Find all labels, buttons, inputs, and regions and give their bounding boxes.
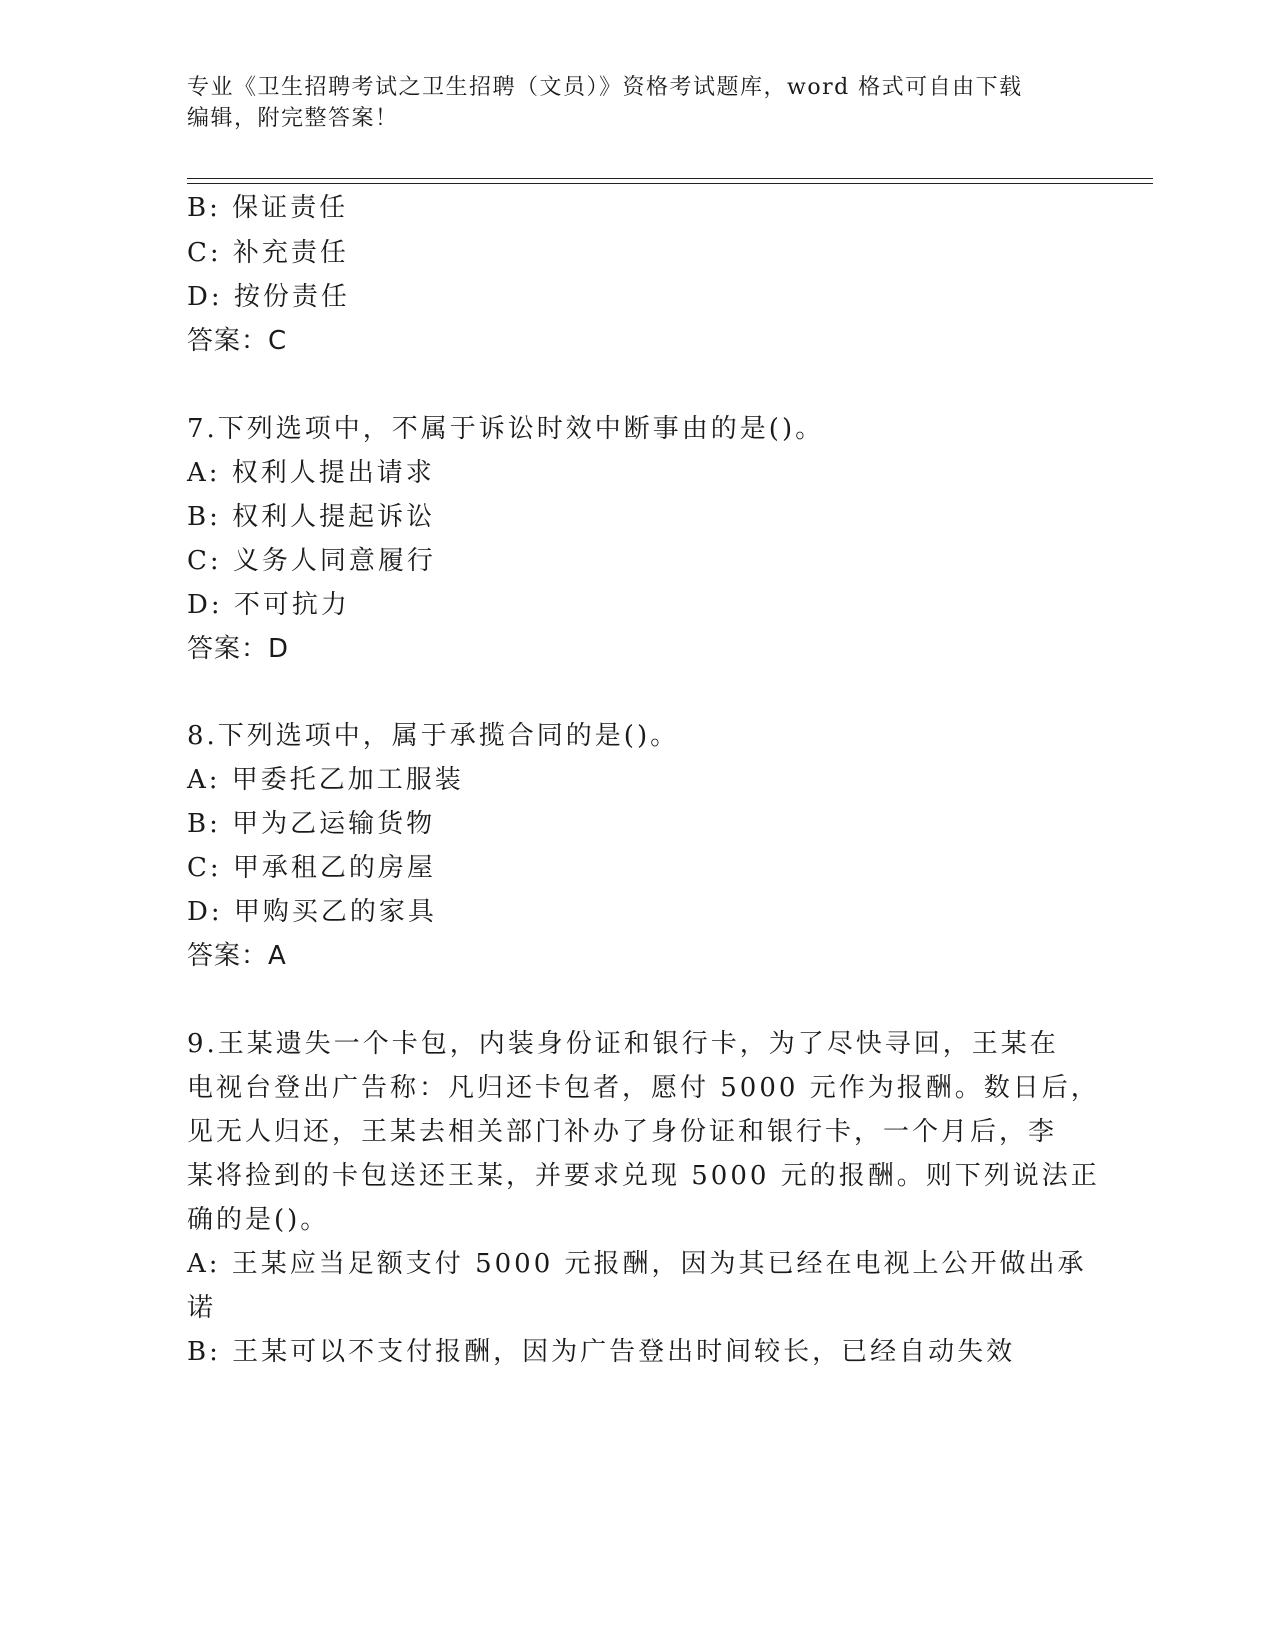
document-header bbox=[187, 72, 1067, 134]
q7-option-c: C: 义务人同意履行 bbox=[187, 546, 436, 576]
q6-option-b: B: 保证责任 bbox=[187, 193, 349, 223]
q9-question-line-5: 确的是()。 bbox=[187, 1205, 330, 1235]
q9-question-line-4: 某将捡到的卡包送还王某，并要求兑现 5000 元的报酬。则下列说法正 bbox=[187, 1161, 1100, 1191]
q8-option-b: B: 甲为乙运输货物 bbox=[187, 809, 436, 839]
q7-answer: 答案：D bbox=[187, 634, 290, 664]
q9-option-a-line-1: A: 王某应当足额支付 5000 元报酬，因为其已经在电视上公开做出承 bbox=[187, 1249, 1087, 1279]
header-line-2: 编辑，附完整答案！ bbox=[187, 106, 399, 131]
q6-answer: 答案：C bbox=[187, 326, 288, 356]
q8-answer: 答案：A bbox=[187, 941, 287, 971]
q7-option-d: D: 不可抗力 bbox=[187, 590, 350, 620]
q9-option-b: B: 王某可以不支付报酬，因为广告登出时间较长，已经自动失效 bbox=[187, 1337, 1016, 1367]
q8-option-c: C: 甲承租乙的房屋 bbox=[187, 853, 436, 883]
header-line-1: 专业《卫生招聘考试之卫生招聘（文员）》资格考试题库，word 格式可自由下载 bbox=[187, 75, 1023, 100]
q9-question-line-2: 电视台登出广告称：凡归还卡包者，愿付 5000 元作为报酬。数日后， bbox=[187, 1073, 1100, 1103]
q7-option-a: A: 权利人提出请求 bbox=[187, 458, 435, 488]
q8-option-a: A: 甲委托乙加工服装 bbox=[187, 765, 464, 795]
q6-option-d: D: 按份责任 bbox=[187, 282, 350, 312]
q8-question: 8.下列选项中，属于承揽合同的是()。 bbox=[187, 721, 680, 751]
q8-option-d: D: 甲购买乙的家具 bbox=[187, 897, 437, 927]
q9-question-line-3: 见无人归还，王某去相关部门补办了身份证和银行卡，一个月后，李 bbox=[187, 1117, 1058, 1147]
q6-option-c: C: 补充责任 bbox=[187, 238, 349, 268]
header-divider-top bbox=[187, 178, 1153, 179]
q9-question-line-1: 9.王某遗失一个卡包，内装身份证和银行卡，为了尽快寻回，王某在 bbox=[187, 1029, 1059, 1059]
header-divider-bottom bbox=[187, 183, 1153, 184]
q9-option-a-line-2: 诺 bbox=[187, 1293, 217, 1323]
q7-question: 7.下列选项中，不属于诉讼时效中断事由的是()。 bbox=[187, 414, 825, 444]
q7-option-b: B: 权利人提起诉讼 bbox=[187, 502, 436, 532]
